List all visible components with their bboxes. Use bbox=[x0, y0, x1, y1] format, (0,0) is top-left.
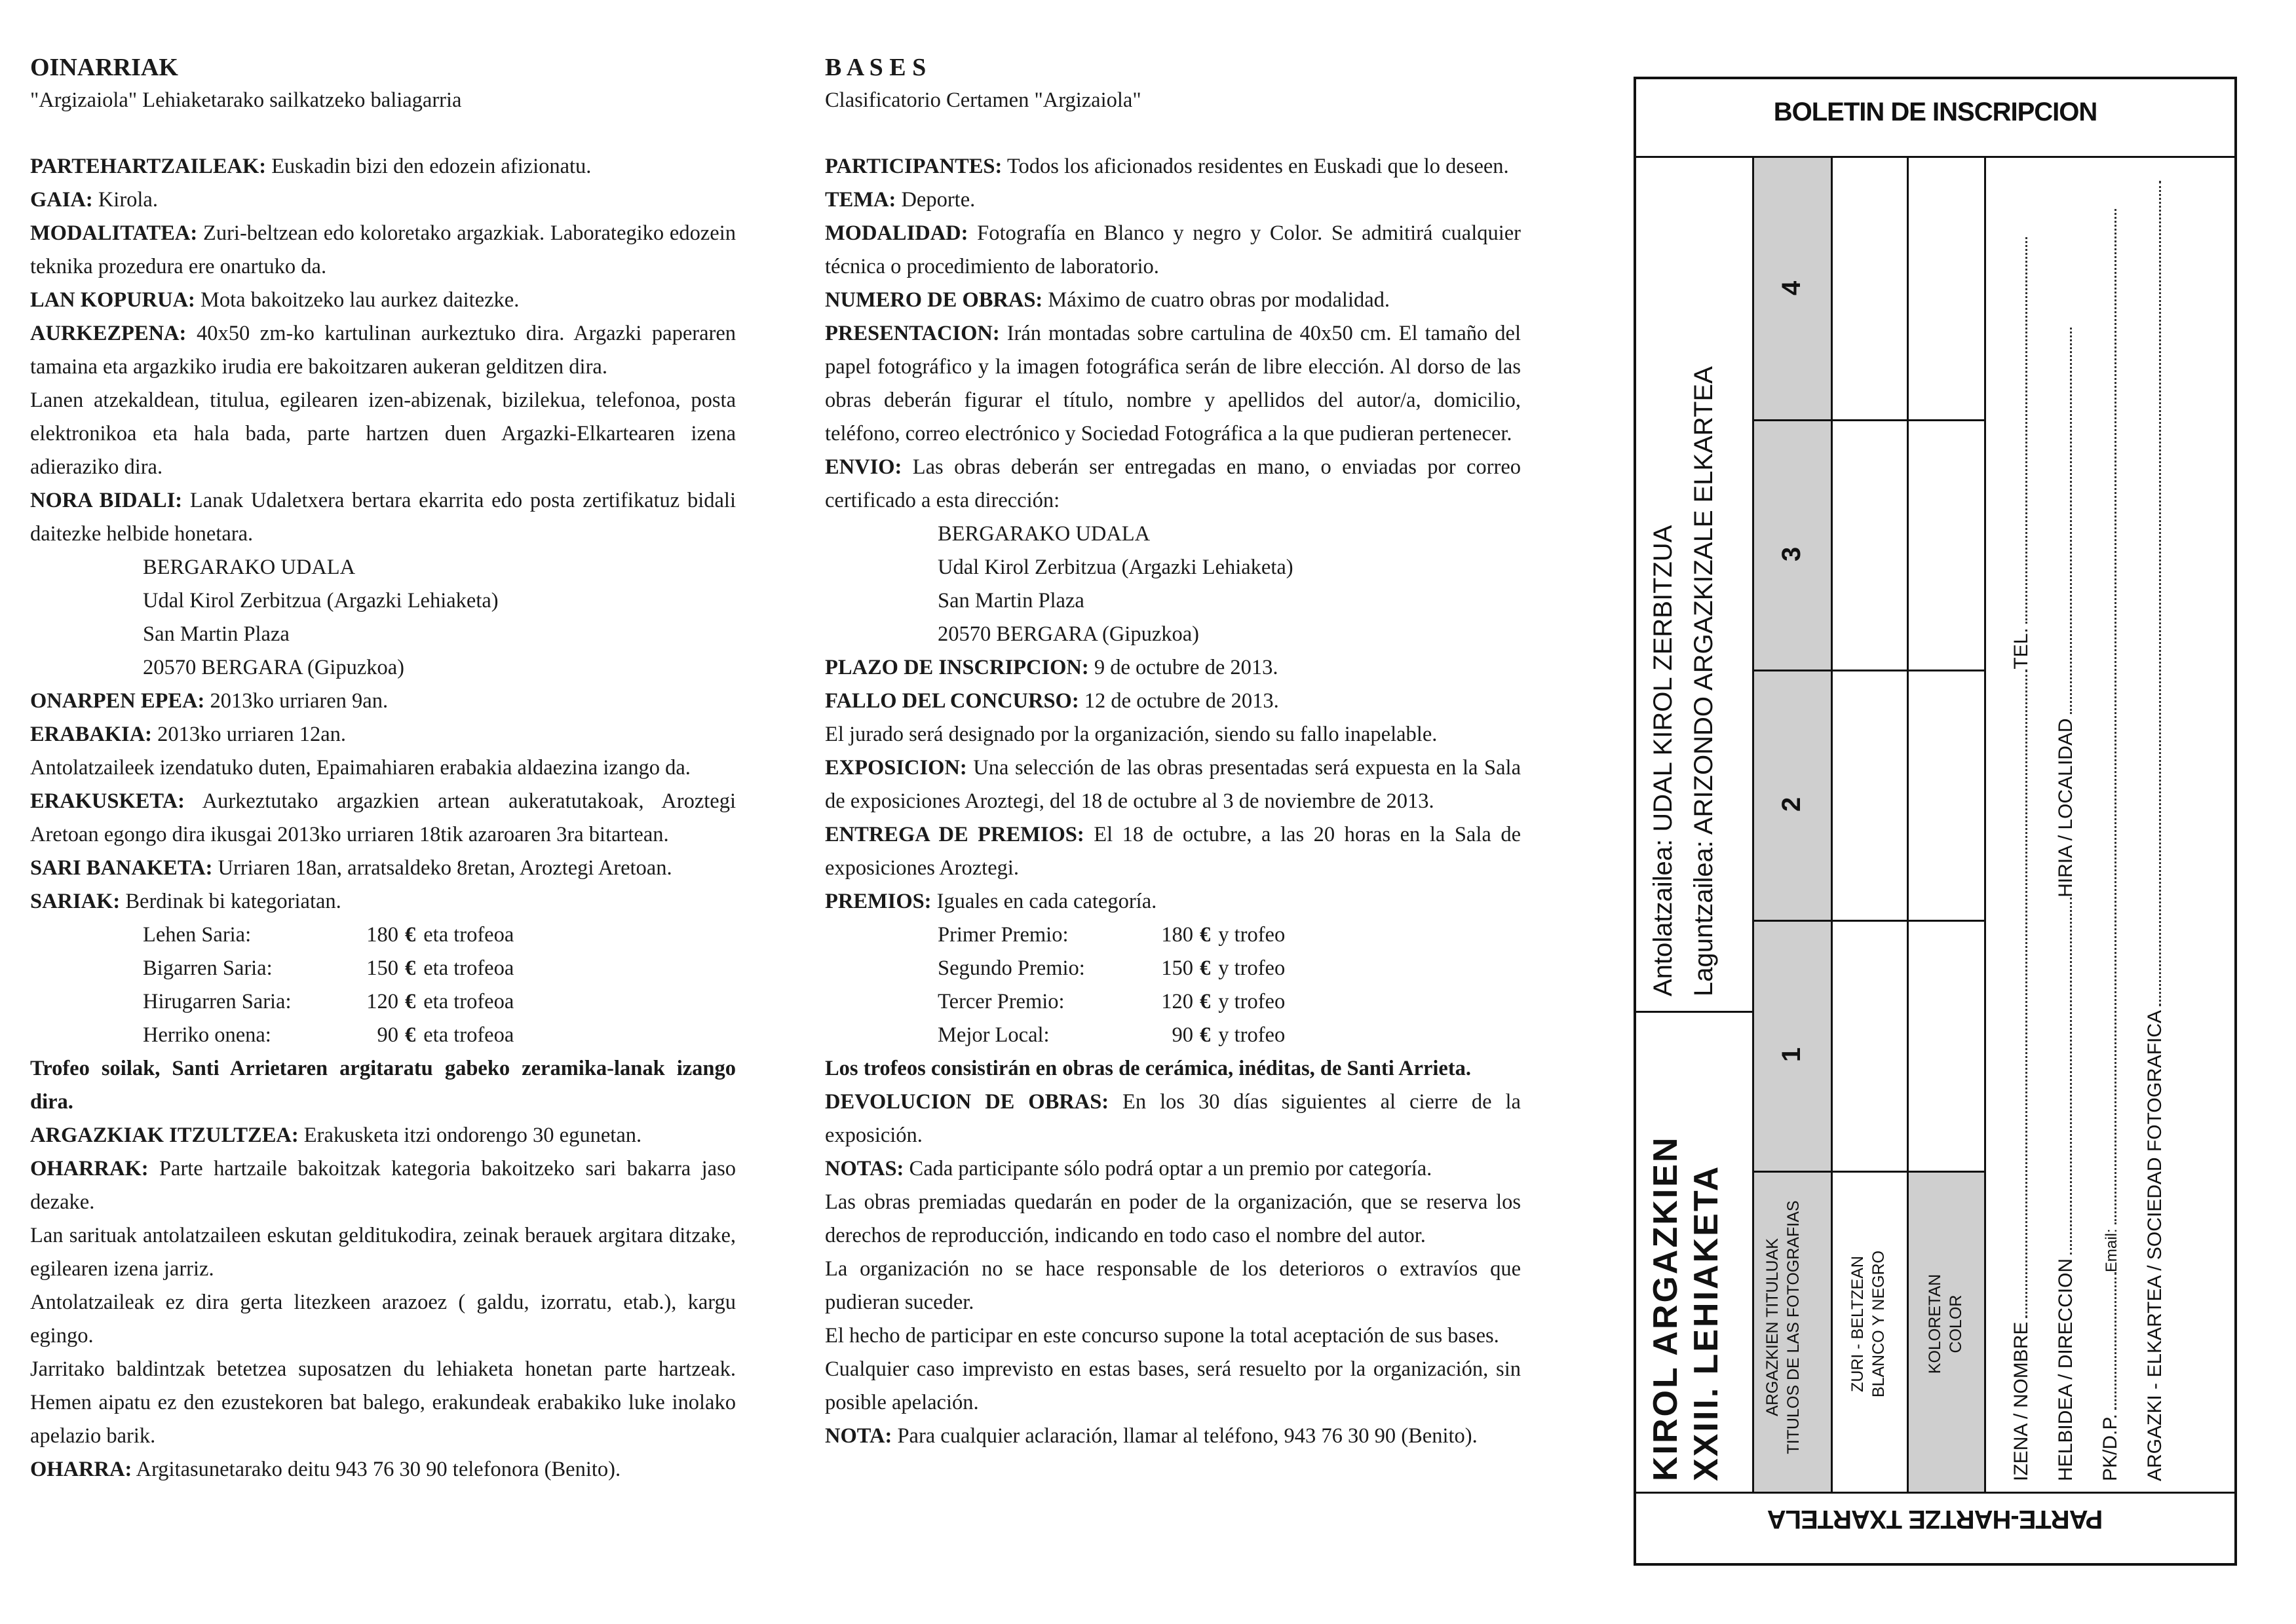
address-field[interactable] bbox=[2054, 328, 2078, 1482]
bw-column-divider bbox=[1907, 156, 1909, 1492]
prize-row: Lehen Saria: 180 € eta trofeoa bbox=[143, 923, 514, 947]
rule-note-text: La organización no se hace responsable de los deterioros o extravíos que pudieran suceder. bbox=[825, 1257, 1521, 1314]
rule-trophies: Trofeo soilak, Santi Arrietaren argitaratu gabeko zeramika-lanak izango dira. bbox=[30, 1057, 736, 1114]
bw-header-basque: ZURI - BELTZEAN bbox=[1848, 1256, 1867, 1392]
prize-row: Mejor Local: 90 € y trofeo bbox=[938, 1023, 1286, 1047]
rule-works-count: NUMERO DE OBRAS: Máximo de cuatro obras por modalidad. bbox=[825, 288, 1390, 312]
rule-trophies: Los trofeos consistirán en obras de cerámica, inéditas, de Santi Arrieta. bbox=[825, 1057, 1472, 1080]
basque-subtitle: "Argizaiola" Lehiaketarako sailkatzeko baliagarria bbox=[30, 88, 462, 112]
rule-decision: FALLO DEL CONCURSO: 12 de octubre de 2013. bbox=[825, 689, 1279, 713]
postal-email-field[interactable] bbox=[2099, 209, 2124, 1481]
address-line: San Martin Plaza bbox=[143, 622, 290, 646]
organizer-line: Antolatzailea: UDAL KIROL ZERBITZUA bbox=[1649, 525, 1677, 996]
rule-note-text: Lan sarituak antolatzaileen eskutan gelditukodira, zeinak berauek argitara ditzake, egilearen izena jarriz. bbox=[30, 1224, 736, 1281]
color-header-spanish: COLOR bbox=[1947, 1294, 1965, 1353]
rule-exhibition: EXPOSICION: Una selección de las obras presentadas será expuesta en la Sala de exposiciones Aroztegi, del 18 de octubre al 3 de noviembre de 2013. bbox=[825, 756, 1521, 813]
row-divider-1 bbox=[1752, 920, 1984, 922]
spanish-subtitle: Clasificatorio Certamen "Argizaiola" bbox=[825, 88, 1141, 112]
titles-header-spanish: TITULOS DE LAS FOTOGRAFIAS bbox=[1784, 1200, 1803, 1454]
table-header-divider bbox=[1752, 1171, 1984, 1173]
basque-title: OINARRIAK bbox=[30, 54, 178, 81]
address-line: Udal Kirol Zerbitzua (Argazki Lehiaketa) bbox=[143, 589, 499, 613]
event-title-line2: XXIII. LEHIAKETA bbox=[1687, 1164, 1725, 1481]
prize-row: Tercer Premio: 120 € y trofeo bbox=[938, 990, 1286, 1013]
entry-number-3: 3 bbox=[1777, 546, 1806, 561]
rule-jury: Antolatzaileek izendatuko duten, Epaimahiaren erabakia aldaezina izango da. bbox=[30, 756, 691, 780]
rule-send: ENVIO: Las obras deberán ser entregadas en mano, o enviadas por correo certificado a esta dirección: bbox=[825, 455, 1521, 512]
rule-back-info: Lanen atzekaldean, titulua, egilearen izen-abizenak, bizilekua, telefonoa, posta elektronikoa eta hala bada, parte hartzen duen Argazki-Elkartearen izena adieraziko dira. bbox=[30, 388, 736, 479]
rule-note-text: Las obras premiadas quedarán en poder de la organización, que se reserva los derechos de reproducción, indicando en todo caso el nombre del autor. bbox=[825, 1190, 1521, 1247]
society-field-label: ARGAZKI - ELKARTEA / SOCIEDAD FOTOGRAFICA bbox=[2144, 1010, 2166, 1481]
rule-contact: NOTA: Para cualquier aclaración, llamar al teléfono, 943 76 30 90 (Benito). bbox=[825, 1424, 1478, 1448]
rule-presentation: AURKEZPENA: 40x50 zm-ko kartulinan aurkeztuko dira. Argazki paperaren tamaina eta argazkiko irudia ere bakoitzaren aukeran gelditzen dira. bbox=[30, 322, 736, 379]
rule-participants: PARTEHARTZAILEAK: Euskadin bizi den edozein afizionatu. bbox=[30, 155, 592, 178]
prize-row: Herriko onena: 90 € eta trofeoa bbox=[143, 1023, 514, 1047]
number-cell-1 bbox=[1752, 920, 1831, 1171]
rule-note-text: Antolatzaileak ez dira gerta litezkeen arazoez ( galdu, izorratu, etab.), kargu egingo. bbox=[30, 1291, 736, 1348]
rule-deadline: ONARPEN EPEA: 2013ko urriaren 9an. bbox=[30, 689, 389, 713]
row-divider-2 bbox=[1752, 670, 1984, 671]
number-cell-3 bbox=[1752, 419, 1831, 670]
collaborator-line: Laguntzailea: ARIZONDO ARGAZKIZALE ELKARTEA bbox=[1689, 366, 1718, 996]
rule-return: ARGAZKIAK ITZULTZEA: Erakusketa itzi ondorengo 30 egunetan. bbox=[30, 1124, 642, 1147]
bw-header-spanish: BLANCO Y NEGRO bbox=[1869, 1250, 1888, 1398]
rule-awards-ceremony: ENTREGA DE PREMIOS: El 18 de octubre, a las 20 horas en la Sala de exposiciones Aroztegi. bbox=[825, 823, 1521, 880]
entry-number-2: 2 bbox=[1777, 797, 1806, 812]
address-field-label: HELBIDEA / DIRECCION bbox=[2055, 1258, 2076, 1481]
event-block-divider bbox=[1636, 1011, 1752, 1013]
rule-deadline: PLAZO DE INSCRIPCION: 9 de octubre de 2013. bbox=[825, 656, 1278, 679]
rule-note-text: Cualquier caso imprevisto en estas bases, será resuelto por la organización, sin posible apelación. bbox=[825, 1357, 1521, 1414]
address-line: Udal Kirol Zerbitzua (Argazki Lehiaketa) bbox=[938, 556, 1293, 579]
titles-header bbox=[1762, 1173, 1804, 1481]
city-field-label: HIRIA / LOCALIDAD bbox=[2055, 718, 2076, 897]
address-line: 20570 BERGARA (Gipuzkoa) bbox=[143, 656, 404, 679]
address-line: BERGARAKO UDALA bbox=[143, 556, 356, 579]
rule-works-count: LAN KOPURUA: Mota bakoitzeko lau aurkez daitezke. bbox=[30, 288, 520, 312]
rule-return: DEVOLUCION DE OBRAS: En los 30 días siguientes al cierre de la exposición. bbox=[825, 1090, 1521, 1147]
rule-jury: El jurado será designado por la organización, siendo su fallo inapelable. bbox=[825, 723, 1438, 746]
rule-theme: TEMA: Deporte. bbox=[825, 188, 976, 212]
rule-awards-ceremony: SARI BANAKETA: Urriaren 18an, arratsaldeko 8retan, Aroztegi Aretoan. bbox=[30, 856, 672, 880]
event-column-divider bbox=[1752, 156, 1754, 1492]
prize-row: Bigarren Saria: 150 € eta trofeoa bbox=[143, 956, 514, 980]
prize-row: Segundo Premio: 150 € y trofeo bbox=[938, 956, 1286, 980]
email-field-label: Email: bbox=[2103, 1228, 2120, 1273]
participation-card-label: PARTE-HARTZE TXARTELA bbox=[1767, 1505, 2103, 1534]
rule-exhibition: ERAKUSKETA: Aurkeztutako argazkien artean aukeratutakoak, Aroztegi Aretoan egongo dira ikusgai 2013ko urriaren 18tik azaroaren 3ra bitartean. bbox=[30, 789, 736, 846]
entry-number-1: 1 bbox=[1777, 1047, 1806, 1062]
entry-number-4: 4 bbox=[1777, 280, 1806, 295]
registration-form bbox=[1634, 77, 2237, 1566]
rule-note-text: Jarritako baldintzak betetzea suposatzen du lehiaketa honetan parte hartzeak. Hemen aipatu ez den ezustekoren bat balego, erakundeak erabakiko luke inolako apelazio barik. bbox=[30, 1357, 736, 1448]
tel-field-label: TEL. bbox=[2010, 628, 2032, 670]
titles-header-basque: ARGAZKIEN TITULUAK bbox=[1763, 1238, 1782, 1416]
header-divider bbox=[1636, 156, 2234, 158]
row-divider-3 bbox=[1752, 419, 1984, 421]
event-title-line1: KIROL ARGAZKIEN bbox=[1647, 1135, 1685, 1481]
form-header: BOLETIN DE INSCRIPCION bbox=[1773, 98, 2097, 126]
rule-prizes: SARIAK: Berdinak bi kategoriatan. bbox=[30, 890, 341, 913]
basque-rules-column bbox=[30, 51, 736, 1486]
rule-note-text: El hecho de participar en este concurso supone la total aceptación de sus bases. bbox=[825, 1324, 1499, 1348]
rule-modality: MODALIDAD: Fotografía en Blanco y negro y Color. Se admitirá cualquier técnica o procedimiento de laboratorio. bbox=[825, 221, 1521, 278]
rule-presentation: PRESENTACION: Irán montadas sobre cartulina de 40x50 cm. El tamaño del papel fotográfico y la imagen fotográfica serán de libre elección. Al dorso de las obras deberán figurar el título, nombre y apellidos del autor/a, domicilio, teléfono, correo electrónico y Sociedad Fotográfica a la que pudieran pertenecer. bbox=[825, 322, 1521, 445]
color-column-divider bbox=[1984, 156, 1986, 1492]
titles-column-divider bbox=[1831, 156, 1833, 1492]
rule-notes: OHARRAK: Parte hartzaile bakoitzak kategoria bakoitzeko sari bakarra jaso dezake. bbox=[30, 1157, 736, 1214]
rule-modality: MODALITATEA: Zuri-beltzean edo koloretako argazkiak. Laborategiko edozein teknika prozedura ere onartuko da. bbox=[30, 221, 736, 278]
color-header bbox=[1924, 1239, 1966, 1409]
rule-contact: OHARRA: Argitasunetarako deitu 943 76 30 90 telefonora (Benito). bbox=[30, 1458, 621, 1481]
postal-field-label: PK/D.P. bbox=[2099, 1414, 2121, 1481]
society-field[interactable] bbox=[2143, 181, 2167, 1481]
name-field[interactable] bbox=[2010, 237, 2033, 1481]
prize-row: Primer Premio: 180 € y trofeo bbox=[938, 923, 1286, 947]
rule-decision: ERABAKIA: 2013ko urriaren 12an. bbox=[30, 723, 347, 746]
rule-send: NORA BIDALI: Lanak Udaletxera bertara ekarrita edo posta zertifikatuz bidali daitezke helbide honetara. bbox=[30, 489, 736, 546]
address-line: 20570 BERGARA (Gipuzkoa) bbox=[938, 622, 1199, 646]
spanish-rules-column bbox=[825, 51, 1521, 1453]
rule-notes: NOTAS: Cada participante sólo podrá optar a un premio por categoría. bbox=[825, 1157, 1432, 1180]
color-header-basque: KOLORETAN bbox=[1926, 1274, 1944, 1374]
number-cell-2 bbox=[1752, 670, 1831, 920]
name-field-label: IZENA / NOMBRE bbox=[2010, 1321, 2032, 1481]
bw-header bbox=[1847, 1239, 1889, 1409]
footer-divider bbox=[1636, 1492, 2234, 1494]
spanish-title: B A S E S bbox=[825, 54, 927, 81]
address-line: San Martin Plaza bbox=[938, 589, 1084, 613]
address-line: BERGARAKO UDALA bbox=[938, 522, 1151, 546]
prize-row: Hirugarren Saria: 120 € eta trofeoa bbox=[143, 990, 514, 1013]
rule-theme: GAIA: Kirola. bbox=[30, 188, 158, 212]
rule-participants: PARTICIPANTES: Todos los aficionados residentes en Euskadi que lo deseen. bbox=[825, 155, 1509, 178]
rule-prizes: PREMIOS: Iguales en cada categoría. bbox=[825, 890, 1157, 913]
